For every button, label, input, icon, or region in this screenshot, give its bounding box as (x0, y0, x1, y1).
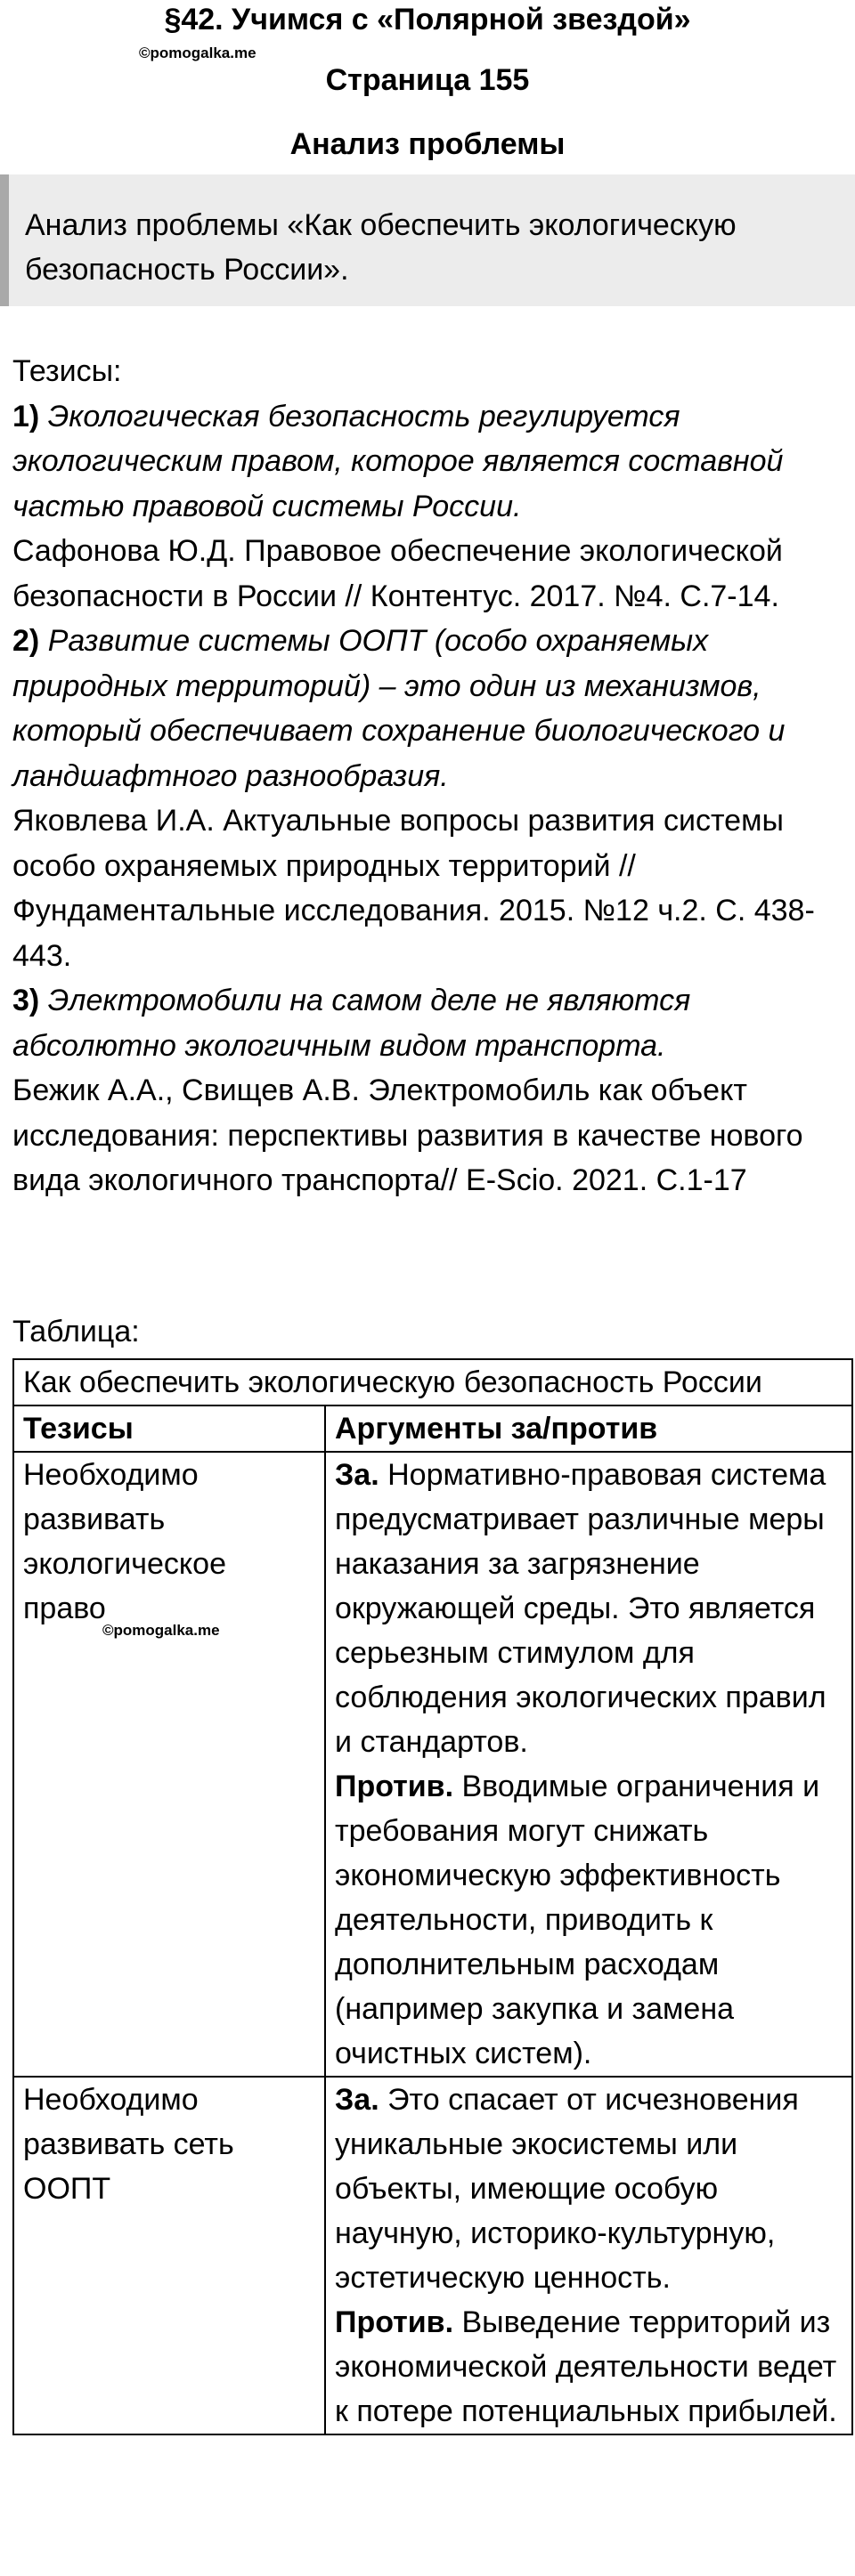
thesis-statement: Экологическая безопасность регулируется экологическим правом, которое является составной частью правовой системы России. (12, 399, 784, 523)
pro-text: Это спасает от исчезновения уникальные экосистемы или объекты, имеющие особую научную, историко-культурную, эстетическую ценность. (335, 2083, 799, 2295)
task-box (0, 174, 855, 306)
watermark: ©pomogalka.me (102, 1622, 220, 1639)
page-title: §42. Учимся с «Полярной звездой» (164, 3, 691, 36)
task-text: Анализ проблемы «Как обеспечить экологическую безопасность России». (25, 208, 737, 287)
section-title: Анализ проблемы (289, 127, 566, 161)
table-caption-row (13, 1359, 852, 1405)
thesis-number: 3) (12, 984, 40, 1017)
column-header-arguments: Аргументы за/против (325, 1405, 852, 1452)
arguments-cell (325, 1452, 852, 2077)
thesis-statement: Развитие системы ООПТ (особо охраняемых природных территорий) – это один из механизмов, который обеспечивает сохранение биологического и ландшафтного разнообразия. (12, 624, 786, 793)
con-text: Вводимые ограничения и требования могут снижать экономическую эффективность деятельности, приводить к дополнительным расходам (например закупка и замена очистных систем). (335, 1770, 820, 2070)
thesis-source: Сафонова Ю.Д. Правовое обеспечение экологической безопасности в России // Контентус. 2017. №4. С.7-14. (12, 534, 783, 613)
thesis-number: 2) (12, 624, 40, 658)
con-label: Против. (335, 2305, 454, 2339)
theses-label: Тезисы: (12, 354, 122, 388)
table-label: Таблица: (12, 1315, 140, 1349)
thesis-3 (12, 978, 850, 1068)
thesis-2 (12, 619, 850, 798)
con-text: Выведение территорий из экономической деятельности ведет к потере потенциальных прибылей. (335, 2305, 837, 2428)
pro-text: Нормативно-правовая система предусматривает различные меры наказания за загрязнение окружающей среды. Это является серьезным стимулом для соблюдения экологических правил и стандартов. (335, 1458, 826, 1759)
thesis-number: 1) (12, 399, 40, 433)
table-row (13, 1452, 852, 2077)
column-header-theses: Тезисы (13, 1405, 325, 1452)
pro-label: За. (335, 2083, 379, 2117)
thesis-1 (12, 394, 850, 530)
page-number: Страница 155 (325, 63, 530, 97)
arguments-cell (325, 2077, 852, 2434)
con-label: Против. (335, 1770, 454, 1803)
thesis-cell: Необходимо развивать экологическое право (13, 1452, 325, 2077)
arguments-table (12, 1358, 853, 2435)
thesis-source: Бежик А.А., Свищев А.В. Электромобиль как объект исследования: перспективы развития в качестве нового вида экологичного транспорта// E-Scio. 2021. С.1-17 (12, 1073, 803, 1197)
thesis-source: Яковлева И.А. Актуальные вопросы развития системы особо охраняемых природных территорий // Фундаментальные исследования. 2015. №12 ч.2. С. 438-443. (12, 804, 815, 973)
table-header-row (13, 1405, 852, 1452)
thesis-statement: Электромобили на самом деле не являются абсолютно экологичным видом транспорта. (12, 984, 691, 1063)
table-caption: Как обеспечить экологическую безопасность России (13, 1359, 852, 1405)
watermark: ©pomogalka.me (139, 45, 256, 61)
table-row (13, 2077, 852, 2434)
thesis-cell: Необходимо развивать сеть ООПТ (13, 2077, 325, 2434)
pro-label: За. (335, 1458, 379, 1492)
theses-section (12, 349, 850, 1203)
